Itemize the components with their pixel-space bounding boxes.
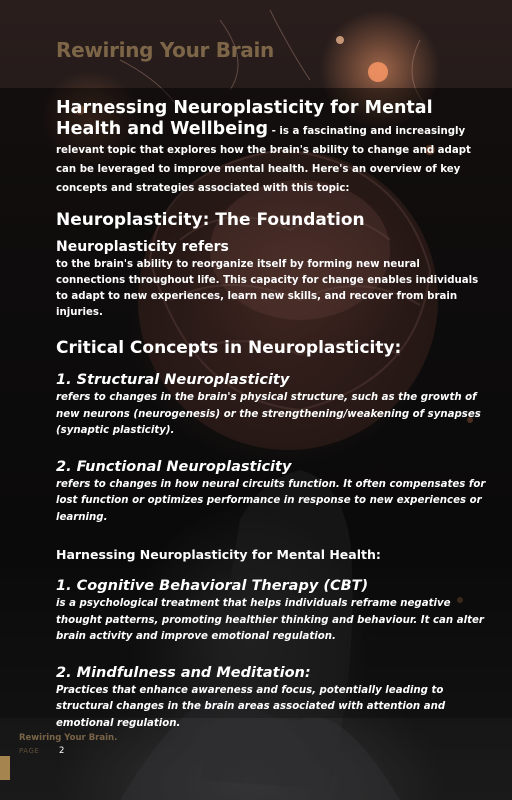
concept-text: refers to changes in the brain's physical structure, such as the growth of new neurons (neurogenesis) or the strengthening/weakening of synapses (synaptic plasticity). <box>56 392 481 436</box>
concepts-title: Critical Concepts in Neuroplasticity: <box>56 338 402 358</box>
intro-text: - is a fascinating and increasingly relevant topic that explores how the brain's ability to change and adapt can be leveraged to improve mental health. Here's an overview of key concepts and strategies associated with this topic: <box>56 126 471 194</box>
mental-health-title: Harnessing Neuroplasticity for Mental Health: <box>56 547 381 562</box>
page-marker-tab <box>0 756 10 780</box>
footer-page-label: PAGE <box>19 747 40 755</box>
intro-heading: Harnessing Neuroplasticity for Mental Health and Wellbeing <box>56 98 433 139</box>
strategy-text: is a psychological treatment that helps individuals reframe negative thought patterns, promoting healthier thinking and behaviour. It can alter brain activity and improve emotional regulation. <box>56 598 484 642</box>
strategy-title: 2. Mindfulness and Meditation: <box>56 664 311 681</box>
foundation-subheading: Neuroplasticity refers <box>56 239 229 255</box>
footer-page-number: 2 <box>59 746 65 756</box>
document-header-title: Rewiring Your Brain <box>56 38 274 62</box>
strategy-item <box>56 664 488 733</box>
foundation-title: Neuroplasticity: The Foundation <box>56 210 365 230</box>
concept-text: refers to changes in how neural circuits function. It often compensates for lost function or optimizes performance in response to new experiences or learning. <box>56 478 486 523</box>
concept-item <box>56 458 488 527</box>
strategy-text: Practices that enhance awareness and focus, potentially leading to structural changes in the brain areas associated with attention and emotional regulation. <box>56 684 446 729</box>
foundation-text: to the brain's ability to reorganize itself by forming new neural connections throughout life. This capacity for change enables individuals to adapt to new experiences, learn new skills, and recover from brain injuries. <box>56 259 479 318</box>
concept-item <box>56 371 488 440</box>
concept-title: 1. Structural Neuroplasticity <box>56 372 290 388</box>
concept-title: 2. Functional Neuroplasticity <box>56 458 292 475</box>
strategy-item <box>56 577 488 646</box>
page-content <box>56 98 488 732</box>
strategy-title: 1. Cognitive Behavioral Therapy (CBT) <box>56 578 369 594</box>
footer-title: Rewiring Your Brain. <box>19 733 118 743</box>
intro-paragraph <box>56 98 488 197</box>
